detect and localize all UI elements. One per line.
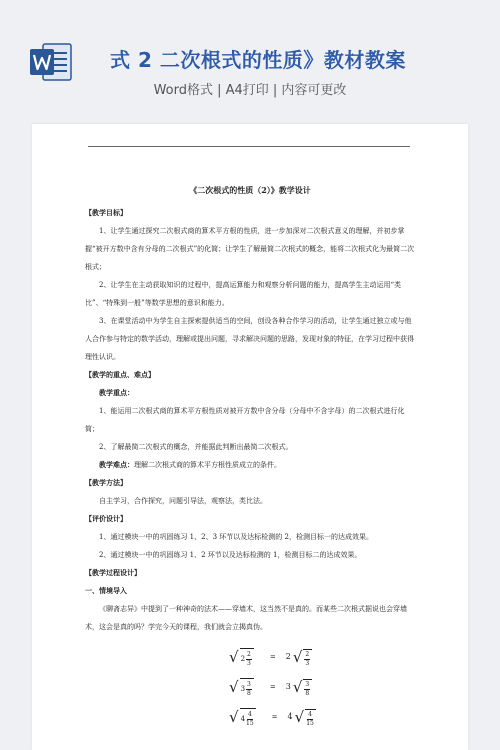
rhs-coefficient: 4 — [287, 712, 293, 721]
section-heading-process: 【教学过程设计】 — [85, 568, 141, 577]
difficulty-paragraph — [85, 456, 415, 474]
key-paragraph-2: 2、了解最简二次根式的概念，并能据此判断出最简二次根式。 — [99, 443, 293, 451]
lhs-radical: √ 3 $\frac{3}{8}$ — [229, 676, 254, 698]
header-rule — [88, 146, 410, 147]
goal-paragraph-3: 3、在课堂活动中为学生自主探索提供适当的空间，创设各种合作学习的活动，让学生通过独立或与他人合作参与特定的数学活动，理解或提出问题，寻求解决问题的思路，发现对象的特征，在学习过程中获得理性认识。 — [85, 317, 414, 361]
story-paragraph: 《聊斋志异》中提到了一种神奇的法术——穿墙术，这当然不是真的。而某些二次根式据说也会穿墙术，这会是真的吗？学完今天的课程，我们就会立揭真伪。 — [85, 605, 407, 631]
formula-row — [229, 672, 415, 702]
method-paragraph: 自主学习，合作探究，问题引导法，观察法，类比法。 — [99, 497, 267, 505]
eval-paragraph-1: 1、通过模块一中的巩固练习 1、2、3 环节以及达标检测的 2，检测目标一的达成效果。 — [99, 533, 373, 541]
document-body — [85, 180, 415, 732]
rhs-coefficient: 3 — [285, 682, 291, 691]
lhs-radical: √ 4 $\frac{4}{15}$ — [229, 707, 254, 727]
equals-sign: = — [269, 683, 276, 691]
section-heading-method: 【教学方法】 — [85, 478, 127, 487]
formula-row — [229, 642, 415, 672]
key-paragraph-1: 1、能运用二次根式商的算术平方根性质对被开方数中含分母（分母中不含字母）的二次根式进行化简； — [85, 407, 405, 433]
equals-sign: = — [269, 653, 276, 661]
document-title: 《二次根式的性质（2）》教学设计 — [189, 185, 311, 195]
equals-sign: = — [271, 713, 278, 721]
rhs-radical: √ $\frac{3}{8}$ — [293, 677, 312, 698]
rhs-radical: √ $\frac{4}{15}$ — [294, 707, 314, 727]
header-banner — [0, 0, 500, 122]
section-heading-goal: 【教学目标】 — [85, 208, 127, 217]
step-heading-1: 一、情境导入 — [85, 586, 127, 595]
key-label: 教学重点： — [99, 388, 134, 397]
page-title: 式 2 二次根式的性质》教材教案 — [110, 48, 406, 72]
document-page — [32, 124, 468, 750]
difficulty-label: 教学难点： — [99, 460, 134, 469]
lhs-radical: √ 2 $\frac{2}{3}$ — [229, 646, 254, 668]
formula-row — [229, 702, 415, 732]
word-icon — [29, 42, 73, 82]
goal-paragraph-2: 2、让学生在主动获取知识的过程中，提高运算能力和观察分析问题的能力，提高学生主动运用“类比”、“特殊到一般”等数学思想的意识和能力。 — [85, 281, 402, 307]
section-heading-key: 【教学的重点、难点】 — [85, 370, 155, 379]
goal-paragraph-1: 1、让学生通过探究二次根式商的算术平方根的性质，进一步加深对二次根式意义的理解，并初步掌握“被开方数中含有分母的二次根式”的化简；让学生了解最简二次根式的概念，能将二次根式化为最简二次根式； — [85, 227, 415, 271]
difficulty-text: 理解二次根式商的算术平方根性质成立的条件。 — [134, 461, 281, 469]
rhs-coefficient: 2 — [285, 652, 291, 661]
rhs-radical: √ $\frac{2}{3}$ — [293, 647, 312, 668]
formula-list — [85, 642, 415, 732]
eval-paragraph-2: 2、通过模块一中的巩固练习 1、2 环节以及达标检测的 1，检测目标二的达成效果。 — [99, 551, 362, 559]
section-heading-eval: 【评价设计】 — [85, 514, 127, 523]
page-subtitle: Word格式 | A4打印 | 内容可更改 — [153, 83, 347, 98]
